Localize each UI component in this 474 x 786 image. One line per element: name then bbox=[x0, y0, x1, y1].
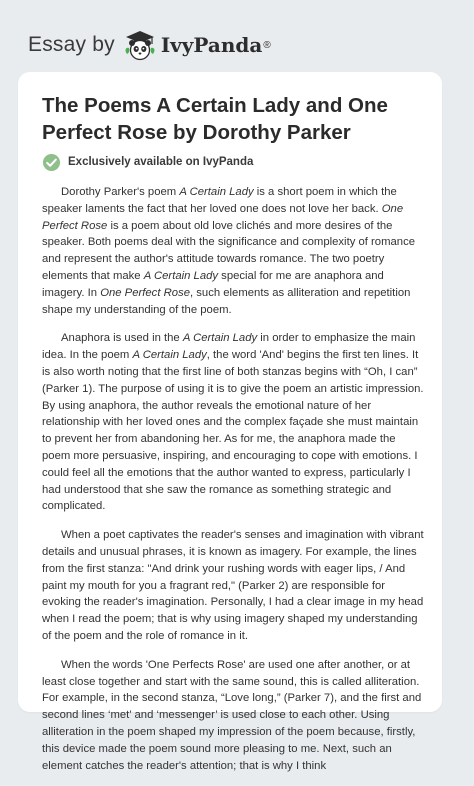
text-run: When a poet captivates the reader's senses and imagination with vibrant details and unusual phrases, it is known as imagery. For example, the lines from the first stanza: "And drink your rushing words with eager lips, / And paint my mouth for you a fragrant red," (Parker 2) are responsible for evoking the reader's imagination. Personally, I had a clear image in my head when I read the poem; that is why using imagery shaped my understanding of the poem and the role of romance in it. bbox=[42, 529, 424, 642]
italic-title-run: A Certain Lady bbox=[143, 269, 219, 282]
italic-title-run: One Perfect Rose bbox=[42, 202, 404, 232]
text-run: When the words 'One Perfects Rose' are used one after another, or at least close together and start with the same sound, this is called alliteration. For example, in the second stanza, “Love long,” (Parker 7), and the first and second lines ‘met’ and ‘messenger’ is used close to each other. Using alliteration in the poem shaped my impression of the poem because, firstly, this device made the poem sound more pleasing to me. Next, such an element catches the reader's attention; that is why I think bbox=[42, 658, 422, 772]
text-run: in order to emphasize the main idea. In the poem bbox=[42, 332, 416, 362]
italic-title-run: A Certain Lady bbox=[179, 186, 254, 198]
exclusive-badge bbox=[42, 152, 253, 172]
essay-by-label: Essay by bbox=[28, 33, 115, 56]
registered-mark: ® bbox=[263, 39, 271, 51]
essay-paragraph bbox=[42, 330, 424, 515]
text-run: special for me are anaphora and imagery. In bbox=[42, 269, 384, 299]
text-run: , such elements as alliteration and repetition shape my understanding of the poem. bbox=[42, 286, 411, 316]
italic-title-run: A Certain Lady bbox=[132, 349, 207, 362]
ivypanda-logo-text: IvyPanda bbox=[160, 33, 263, 57]
essay-title: The Poems A Certain Lady and One Perfect Rose by Dorothy Parker bbox=[42, 94, 388, 144]
check-circle-icon bbox=[42, 153, 61, 172]
essay-body bbox=[42, 184, 424, 786]
essay-card bbox=[18, 72, 442, 772]
italic-title-run: A Certain Lady bbox=[182, 332, 258, 345]
essay-paragraph bbox=[42, 657, 424, 775]
text-run: Anaphora is used in the bbox=[61, 332, 183, 345]
brand[interactable] bbox=[28, 28, 271, 62]
exclusive-badge-text: Exclusively available on IvyPanda bbox=[68, 156, 254, 168]
text-run: is a short poem in which the speaker laments the fact that her loved one does not love her back. bbox=[42, 186, 397, 215]
text-run: , the word 'And' begins the first ten lines. It is also worth noting that the first line of both stanzas begins with “Oh, I can” (Parker 1). The purpose of using it is to give the poem an artistic impression. By using anaphora, the author reveals the emotional nature of her relationship with her loved ones and the complex façade she must maintain to prevent her from abandoning her. As for me, the anaphora made the poem more persuasive, inspiring, and encouraging to cope with emotions. I could feel all the emotions that the author wanted to express, particularly I had understood that she saw the romance as something strategic and complicated. bbox=[42, 349, 424, 513]
text-run: Dorothy Parker's poem bbox=[61, 186, 180, 198]
italic-title-run: One Perfect Rose bbox=[100, 286, 190, 299]
panda-graduate-icon bbox=[123, 28, 157, 62]
text-run: is a poem about old love clichés and more desires of the speaker. Both poems deal with the significance and complexity of romance and represent the author's attitude towards romance. The two poetry elements that make bbox=[42, 219, 416, 282]
essay-paragraph bbox=[42, 527, 424, 645]
essay-paragraph bbox=[42, 184, 424, 318]
